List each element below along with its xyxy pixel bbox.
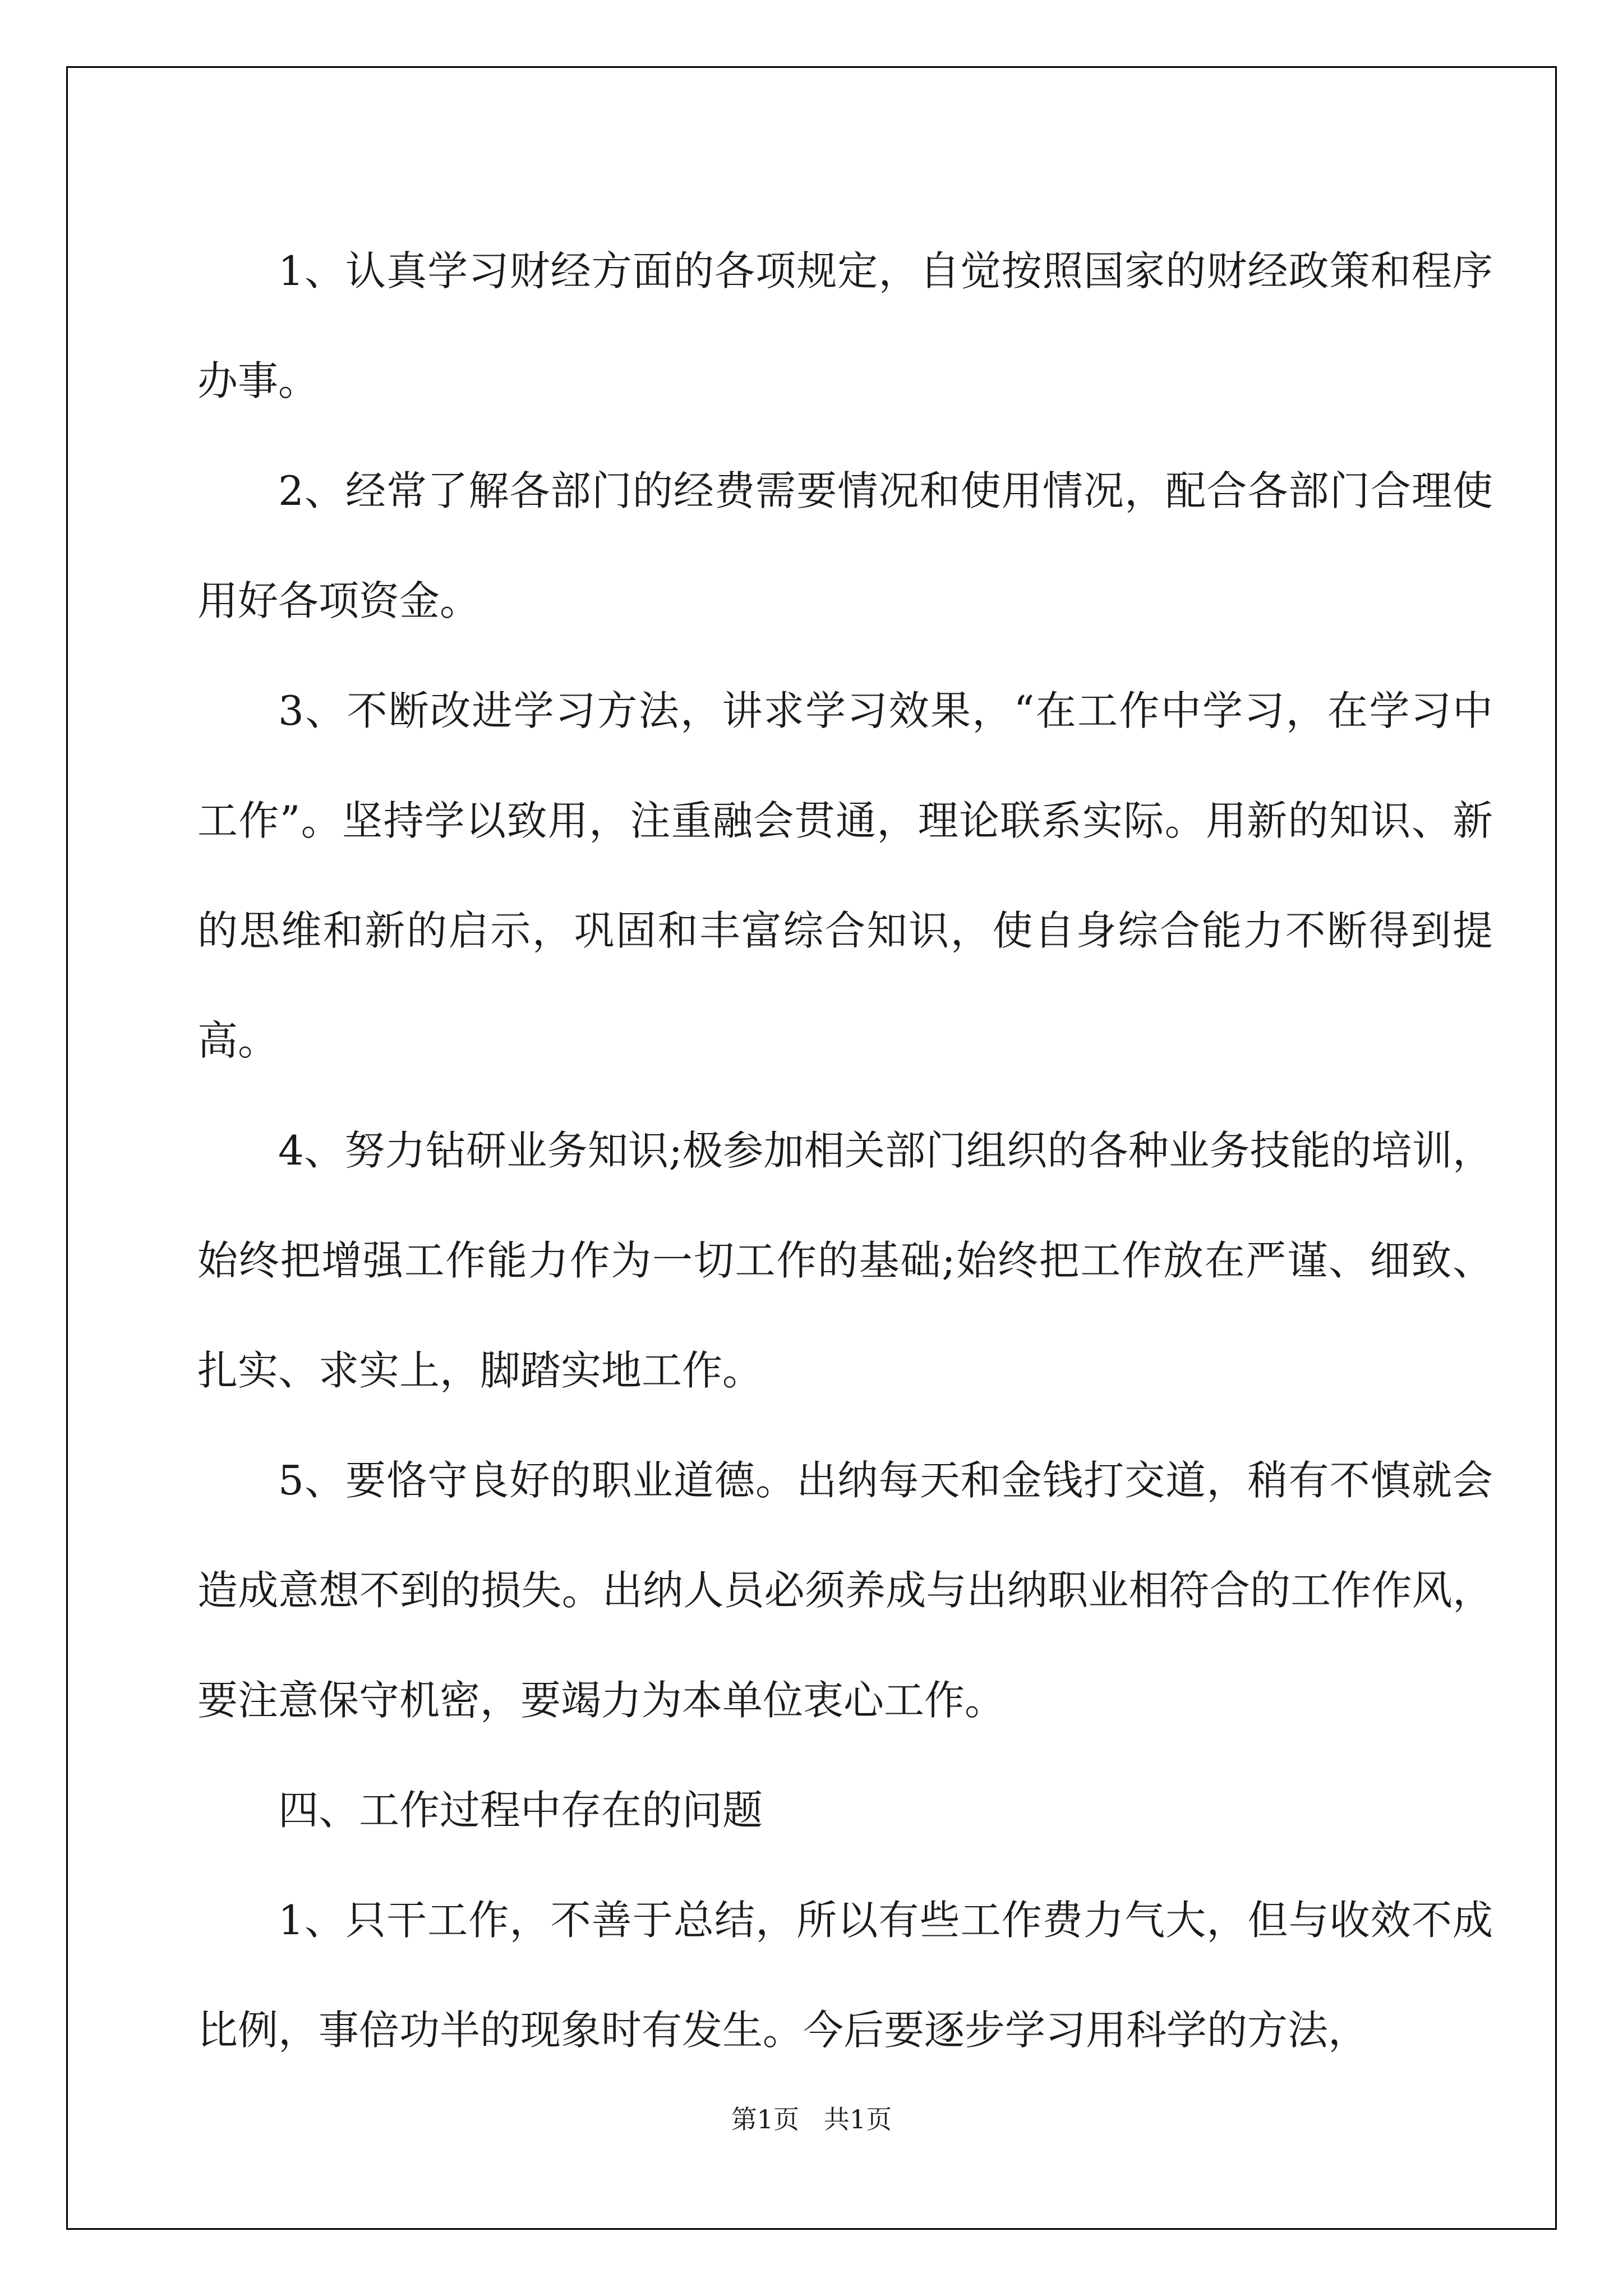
paragraph-2: 2、经常了解各部门的经费需要情况和使用情况，配合各部门合理使用好各项资金。 [197, 467, 1493, 624]
section-heading-problems: 四、工作过程中存在的问题 [278, 1787, 763, 1834]
paragraph-4: 4、努力钻研业务知识;极参加相关部门组织的各种业务技能的培训，始终把增强工作能力作为一切工作的基础;始终把工作放在严谨、细致、扎实、求实上，脚踏实地工作。 [197, 1127, 1493, 1394]
page-number: 第1页 共1页 [731, 2104, 892, 2134]
paragraph-6: 1、只干工作，不善于总结，所以有些工作费力气大，但与收效不成比例，事倍功半的现象时有发生。今后要逐步学习用科学的方法， [197, 1897, 1493, 2054]
paragraph-3: 3、不断改进学习方法，讲求学习效果，“在工作中学习，在学习中工作”。坚持学以致用，注重融会贯通，理论联系实际。用新的知识、新的思维和新的启示，巩固和丰富综合知识，使自身综合能力不断得到提高。 [197, 687, 1493, 1064]
paragraph-1: 1、认真学习财经方面的各项规定，自觉按照国家的财经政策和程序办事。 [197, 247, 1493, 404]
paragraph-5: 5、要恪守良好的职业道德。出纳每天和金钱打交道，稍有不慎就会造成意想不到的损失。出纳人员必须养成与出纳职业相符合的工作作风，要注意保守机密，要竭力为本单位衷心工作。 [197, 1457, 1493, 1724]
document-body [197, 216, 1493, 2085]
